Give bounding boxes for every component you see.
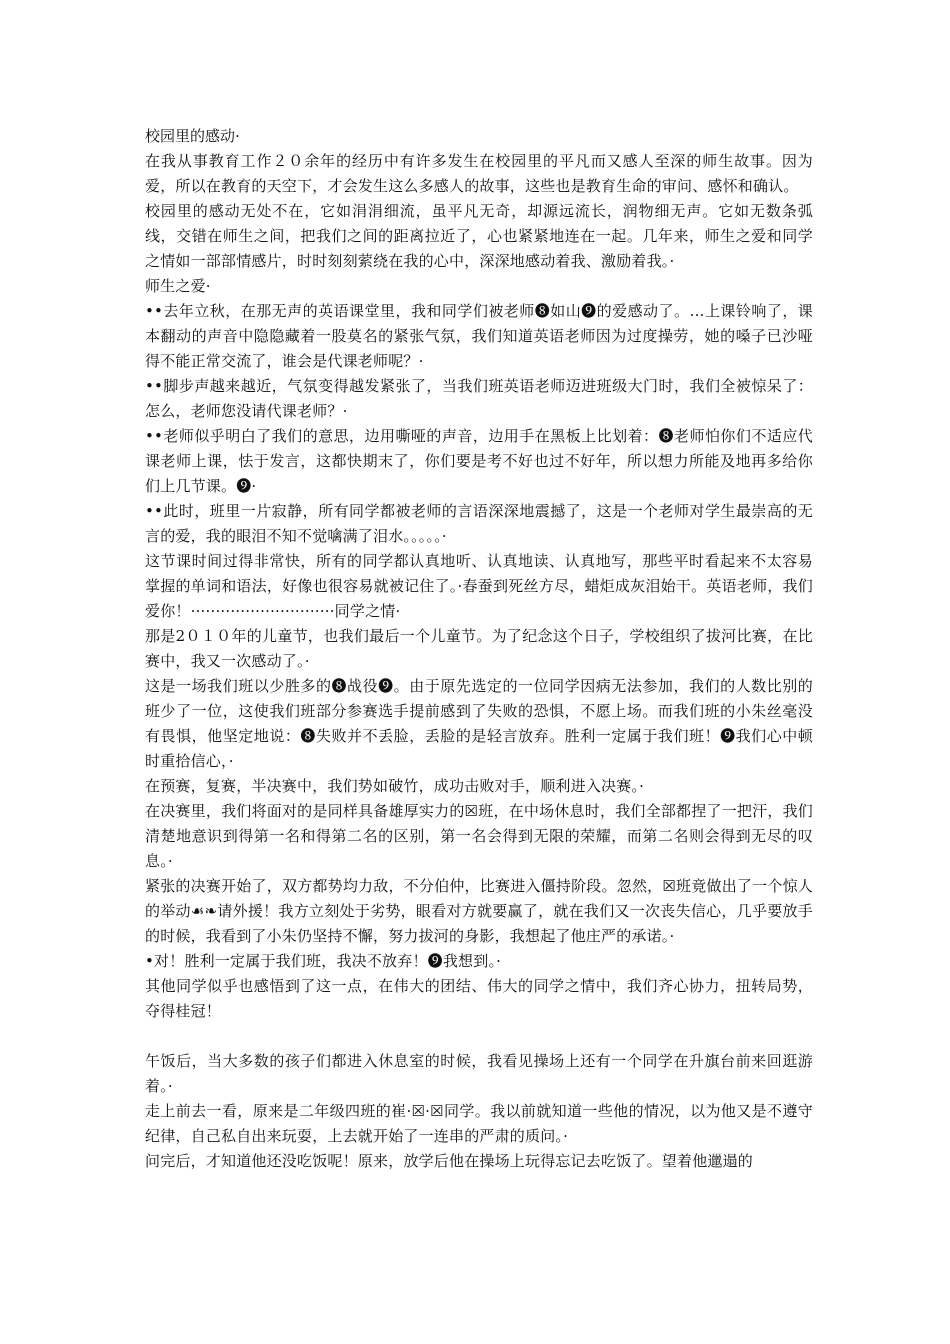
paragraph-prelims: 在预赛，复赛，半决赛中，我们势如破竹，成功击败对手，顺利进入决赛。· — [145, 777, 645, 795]
paragraph-childrens-day: 那是2０１０年的儿童节，也我们最后一个儿童节。为了纪念这个日子，学校组织了拔河比赛，在比赛中，我又一次感动了。· — [145, 627, 813, 670]
paragraph-teacher-speech: ••老师似乎明白了我们的意思，边用嘶哑的声音，边用手在黑板上比划着：❽老师怕你们不适应代课老师上课，怯于发言，这都快期末了，你们要是考不好也过不好年，所以想力所能及地再多给你们上几节课。❾· — [145, 427, 813, 495]
blank-line — [145, 1024, 813, 1049]
paragraph-finals: 在决赛里，我们将面对的是同样具备雄厚实力的☒班，在中场休息时，我们全部都捏了一把汗，我们清楚地意识到得第一名和得第二名的区别，第一名会得到无限的荣耀，而第二名则会得到无尽的叹息。· — [145, 802, 813, 870]
paragraph-after-lunch: 午饭后，当大多数的孩子们都进入休息室的时候，我看见操场上还有一个同学在升旗台前来回逛游着。· — [145, 1052, 813, 1095]
paragraph-student-cui: 走上前去一看，原来是二年级四班的崔·☒·☒同学。我以前就知道一些他的情况，以为他又是不遵守纪律，自己私自出来玩耍，上去就开始了一连串的严肃的质问。· — [145, 1102, 813, 1145]
paragraph-silence: ••此时，班里一片寂静，所有同学都被老师的言语深深地震撼了，这是一个老师对学生最崇高的无言的爱，我的眼泪不知不觉噙满了泪水。。。。。· — [145, 502, 813, 545]
paragraph-lesson-time: 这节课时间过得非常快，所有的同学都认真地听、认真地读、认真地写，那些平时看起来不太容易掌握的单词和语法，好像也很容易就被记住了。·春蚕到死丝方尽，蜡炬成灰泪始干。英语老师，我们爱你！·····························同学之情· — [145, 552, 813, 620]
paragraph-never-give-up: •对！胜利一定属于我们班，我决不放弃！❾我想到。· — [145, 952, 502, 970]
paragraph-no-lunch: 问完后，才知道他还没吃饭呢！原来，放学后他在操场上玩得忘记去吃饭了。望着他邋遢的 — [145, 1152, 754, 1170]
paragraph-victory: 其他同学似乎也感悟到了这一点，在伟大的团结、伟大的同学之情中，我们齐心协力，扭转局势，夺得桂冠！ — [145, 977, 813, 1020]
paragraph-tense-match: 紧张的决赛开始了，双方都势均力敌，不分伯仲，比赛进入僵持阶段。忽然，☒班竟做出了一个惊人的举动☙❧请外援！我方立刻处于劣势，眼看对方就要赢了，就在我们又一次丧失信心，几乎要放手的时候，我看到了小朱仍坚持不懈，努力拔河的身影，我想起了他庄严的承诺。· — [145, 877, 813, 945]
paragraph-footsteps: ••脚步声越来越近，气氛变得越发紧张了，当我们班英语老师迈进班级大门时，我们全被惊呆了：怎么，老师您没请代课老师？· — [145, 377, 813, 420]
paragraph-battle: 这是一场我们班以少胜多的❽战役❾。由于原先选定的一位同学因病无法参加，我们的人数比别的班少了一位，这使我们班部分参赛选手提前感到了失败的恐惧，不愿上场。而我们班的小朱丝毫没有畏惧，他坚定地说：❽失败并不丢脸，丢脸的是轻言放弃。胜利一定属于我们班！❾我们心中顿时重拾信心，· — [145, 677, 813, 770]
document-body — [145, 124, 813, 1174]
paragraph-english-class: ••去年立秋，在那无声的英语课堂里，我和同学们被老师❽如山❾的爱感动了。…上课铃响了，课本翻动的声音中隐隐藏着一股莫名的紧张气氛，我们知道英语老师因为过度操劳，她的嗓子已沙哑得不能正常交流了，谁会是代课老师呢？· — [145, 302, 813, 370]
document-title: 校园里的感动· — [145, 127, 240, 145]
paragraph-campus-touch: 校园里的感动无处不在，它如涓涓细流，虽平凡无奇，却源远流长，润物细无声。它如无数条弧线，交错在师生之间，把我们之间的距离拉近了，心也紧紧地连在一起。几年来，师生之爱和同学之情如一部部情感片，时时刻刻萦绕在我的心中，深深地感动着我、激励着我。· — [145, 202, 813, 270]
section-heading-teacher-love: 师生之爱· — [145, 277, 211, 295]
paragraph-intro: 在我从事教育工作２０余年的经历中有许多发生在校园里的平凡而又感人至深的师生故事。因为爱，所以在教育的天空下，才会发生这么多感人的故事，这些也是教育生命的审问、感怀和确认。 — [145, 152, 813, 195]
